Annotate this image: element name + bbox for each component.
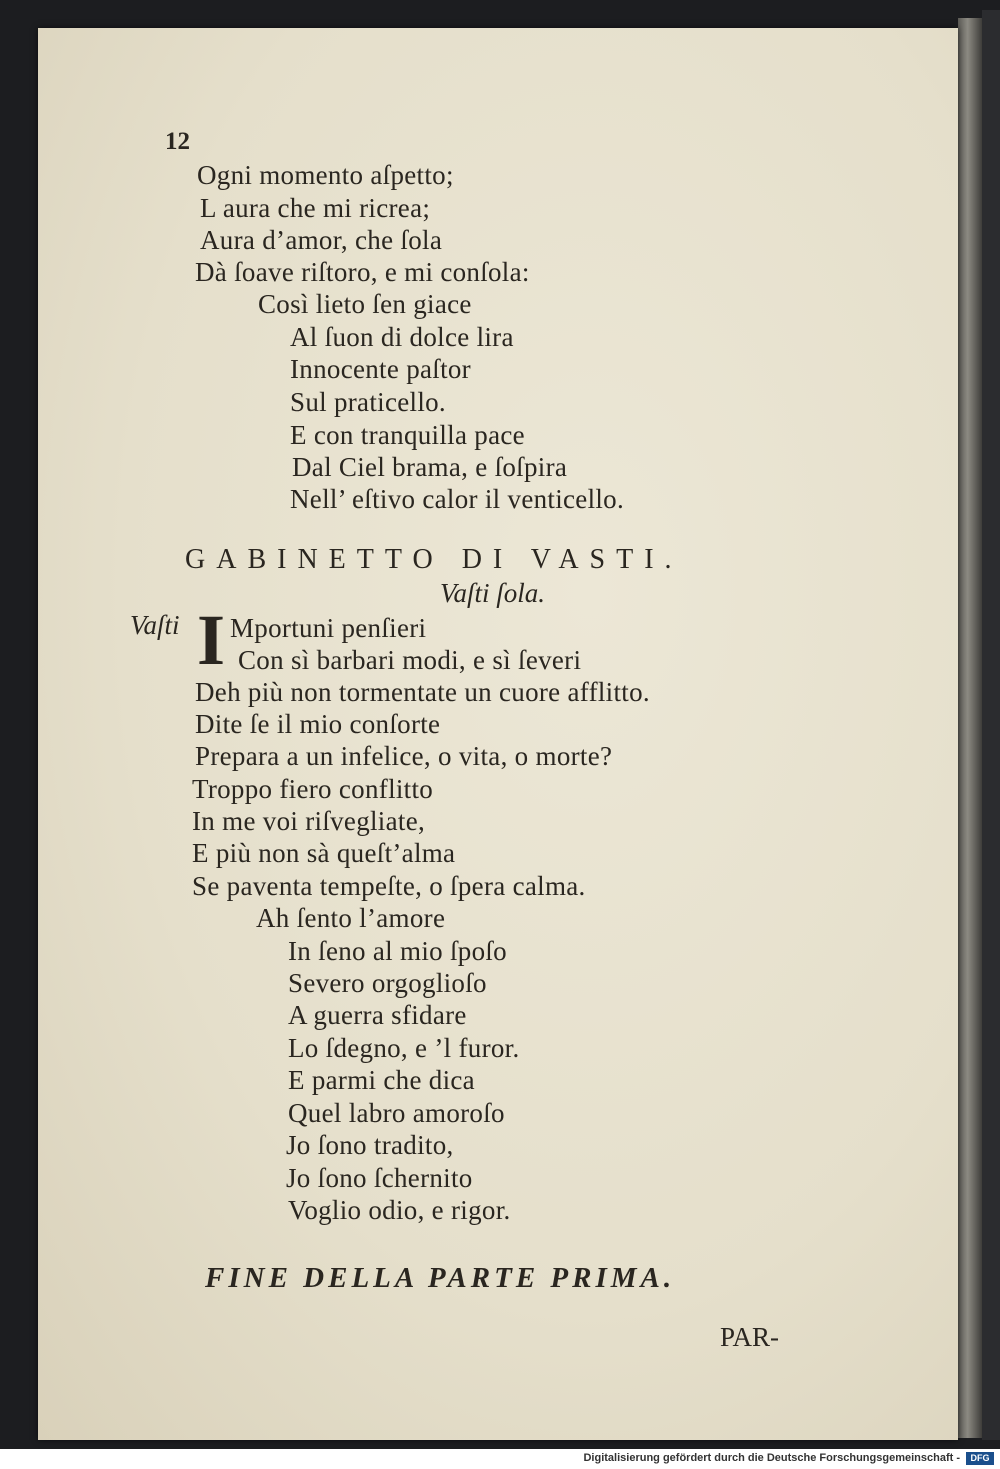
verse-line: Ah ſento l’amore [256,903,446,933]
verse-line: L aura che mi ricrea; [200,193,431,223]
page-number: 12 [165,128,190,155]
book-page [38,28,958,1440]
verse-line: In me voi riſvegliate, [192,806,426,836]
catchword: PAR- [720,1322,780,1352]
verse-line: Lo ſdegno, e ’l furor. [288,1033,520,1063]
verse-line: Al ſuon di dolce lira [290,322,514,352]
verse-line: Dal Ciel brama, e ſoſpira [292,452,568,482]
verse-line: Prepara a un infelice, o vita, o morte? [195,741,613,771]
verse-line: E più non sà queſt’alma [192,838,456,868]
verse-line: Deh più non tormentate un cuore afflitto. [195,677,650,707]
verse-line: Così lieto ſen giace [258,289,472,319]
verse-line: Innocente paſtor [290,354,471,384]
verse-line: Dà ſoave riſtoro, e mi conſola: [195,257,530,287]
drop-cap: I [197,600,226,680]
verse-line: Jo ſono tradito, [286,1130,454,1160]
verse-line: Aura d’amor, che ſola [200,225,443,255]
end-of-part-heading: FINE DELLA PARTE PRIMA. [205,1262,676,1294]
dfg-logo: DFG [966,1452,994,1465]
verse-line: Con sì barbari modi, e sì ſeveri [238,645,582,675]
verse-line: Mportuni penſieri [230,613,427,643]
verse-line: A guerra sfidare [288,1000,467,1030]
verse-line: Sul praticello. [290,387,446,417]
footer-credit: Digitalisierung gefördert durch die Deutsche Forschungsgemeinschaft - [583,1452,960,1464]
verse-line: E parmi che dica [288,1065,475,1095]
speaker-label: Vaſti [130,610,180,640]
page-edge [958,18,982,1438]
verse-line: E con tranquilla pace [290,420,525,450]
verse-line: Voglio odio, e rigor. [288,1195,511,1225]
viewer-margin [982,10,1000,1440]
verse-line: Quel labro amoroſo [288,1098,505,1128]
verse-line: Se paventa tempeſte, o ſpera calma. [192,871,586,901]
verse-line: Ogni momento aſpetto; [197,160,454,190]
verse-line: In ſeno al mio ſpoſo [288,936,507,966]
verse-line: Nell’ eſtivo calor il venticello. [290,484,625,514]
verse-line: Troppo fiero conflitto [192,774,434,804]
scene-subheading: Vaſti ſola. [440,578,546,608]
footer-bar [0,1449,1000,1469]
verse-line: Jo ſono ſchernito [286,1163,473,1193]
verse-line: Severo orgoglioſo [288,968,487,998]
scene-heading: GABINETTO DI VASTI. [185,544,683,575]
verse-line: Dite ſe il mio conſorte [195,709,441,739]
